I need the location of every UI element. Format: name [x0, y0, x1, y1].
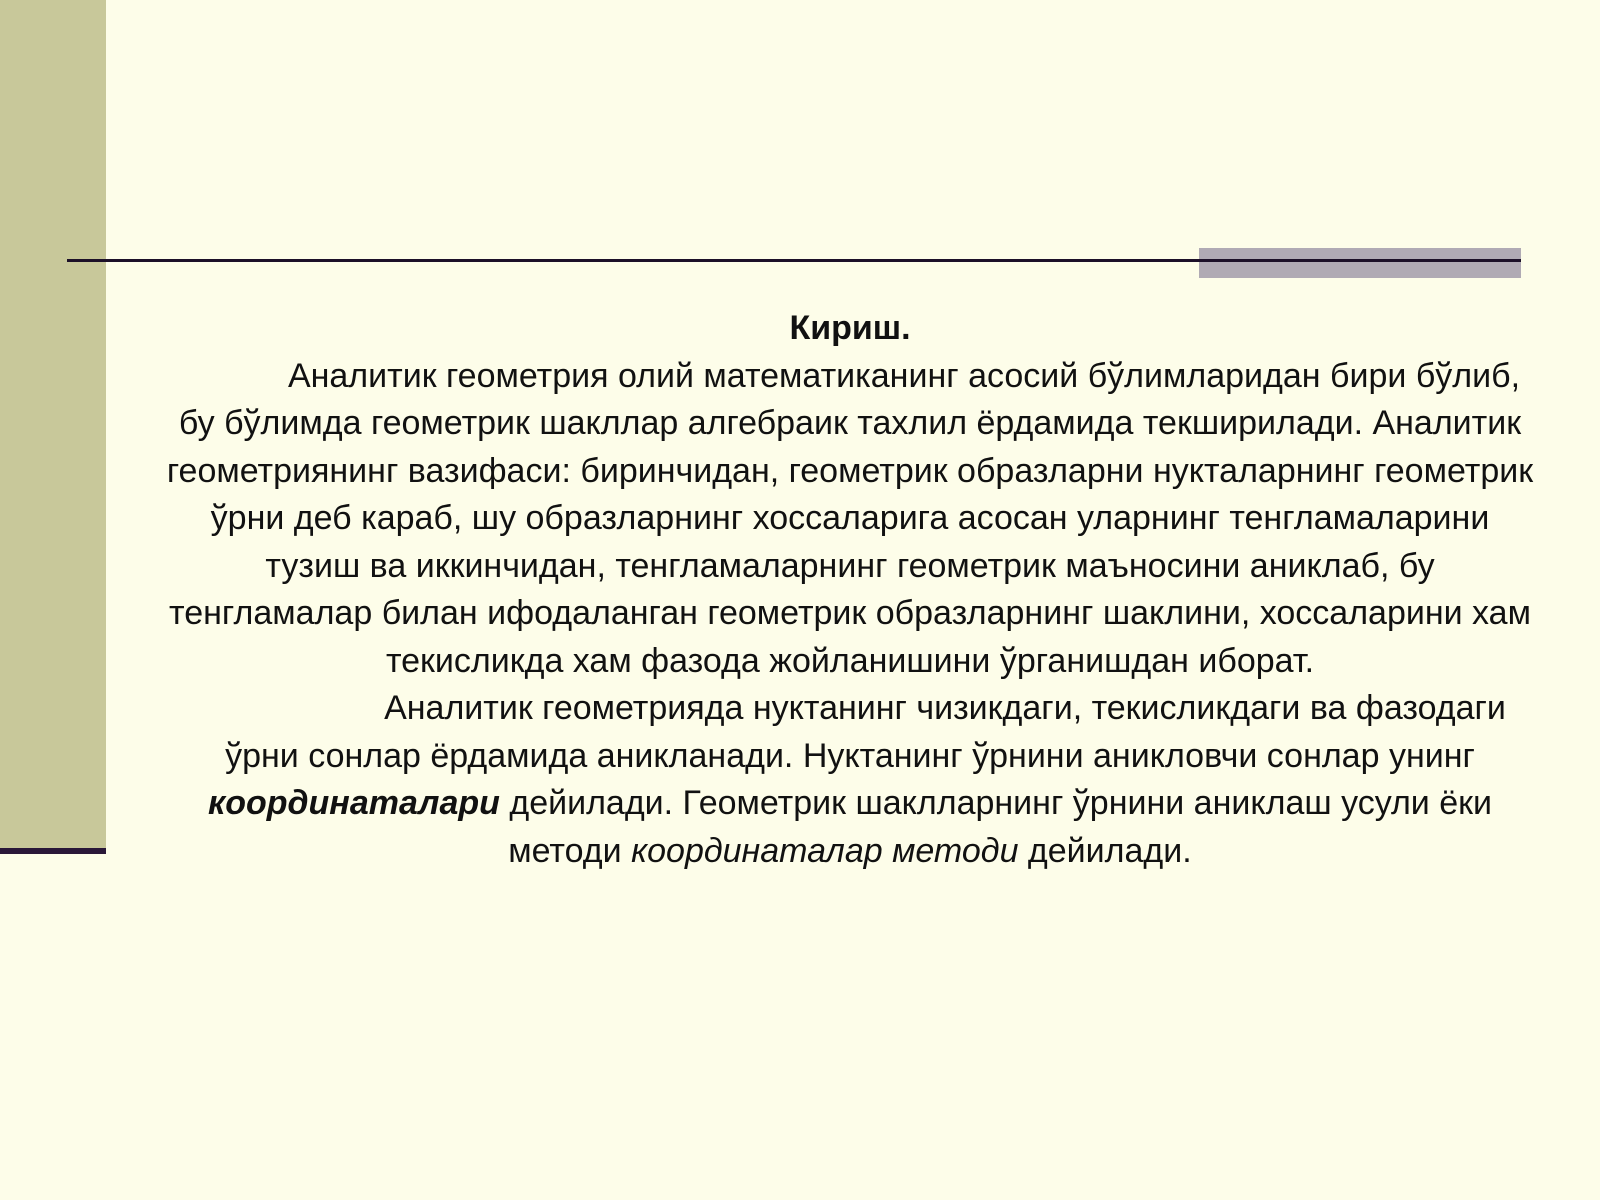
term-coordinate-method: координаталар методи [631, 831, 1019, 870]
coordinates-paragraph-text-3: дейилади. [1018, 831, 1192, 870]
side-bar-edge-decoration [0, 848, 106, 854]
coordinates-paragraph-text-1: Аналитик геометрияда нуктанинг чизикдаги, текисликдаги ва фазодаги ўрни сонлар ёрдамида аникланади. Нуктанинг ўрнини аникловчи сонлар унинг [225, 689, 1506, 775]
horizontal-rule-accent-line [1199, 259, 1521, 262]
intro-paragraph [160, 353, 1540, 686]
intro-paragraph-text: Аналитик геометрия олий математиканинг асосий бўлимларидан бири бўлиб, бу бўлимда геометрик шакллар алгебраик тахлил ёрдамида текширилади. Аналитик геометриянинг вазифаси: биринчидан, геометрик образларни нукталарнинг геометрик ўрни деб караб, шу образларнинг хоссаларига асосан уларнинг тенгламаларини тузиш ва иккинчидан, тенгламаларнинг геометрик маъносини аниклаб, бу тенгламалар билан ифодаланган геометрик образларнинг шаклини, хоссаларини хам текисликда хам фазода жойланишини ўрганишдан иборат. [166, 356, 1534, 680]
side-bar-decoration [0, 0, 106, 850]
slide-title: Кириш. [789, 309, 911, 347]
slide-body [160, 305, 1540, 875]
coordinates-paragraph-text-2: дейилади. Геометрик шаклларнинг ўрнини аниклаш усули ёки методи [499, 784, 1493, 870]
coordinates-paragraph [160, 685, 1540, 875]
rule-accent-decoration [1199, 248, 1521, 278]
term-coordinates: координаталари [207, 784, 500, 822]
